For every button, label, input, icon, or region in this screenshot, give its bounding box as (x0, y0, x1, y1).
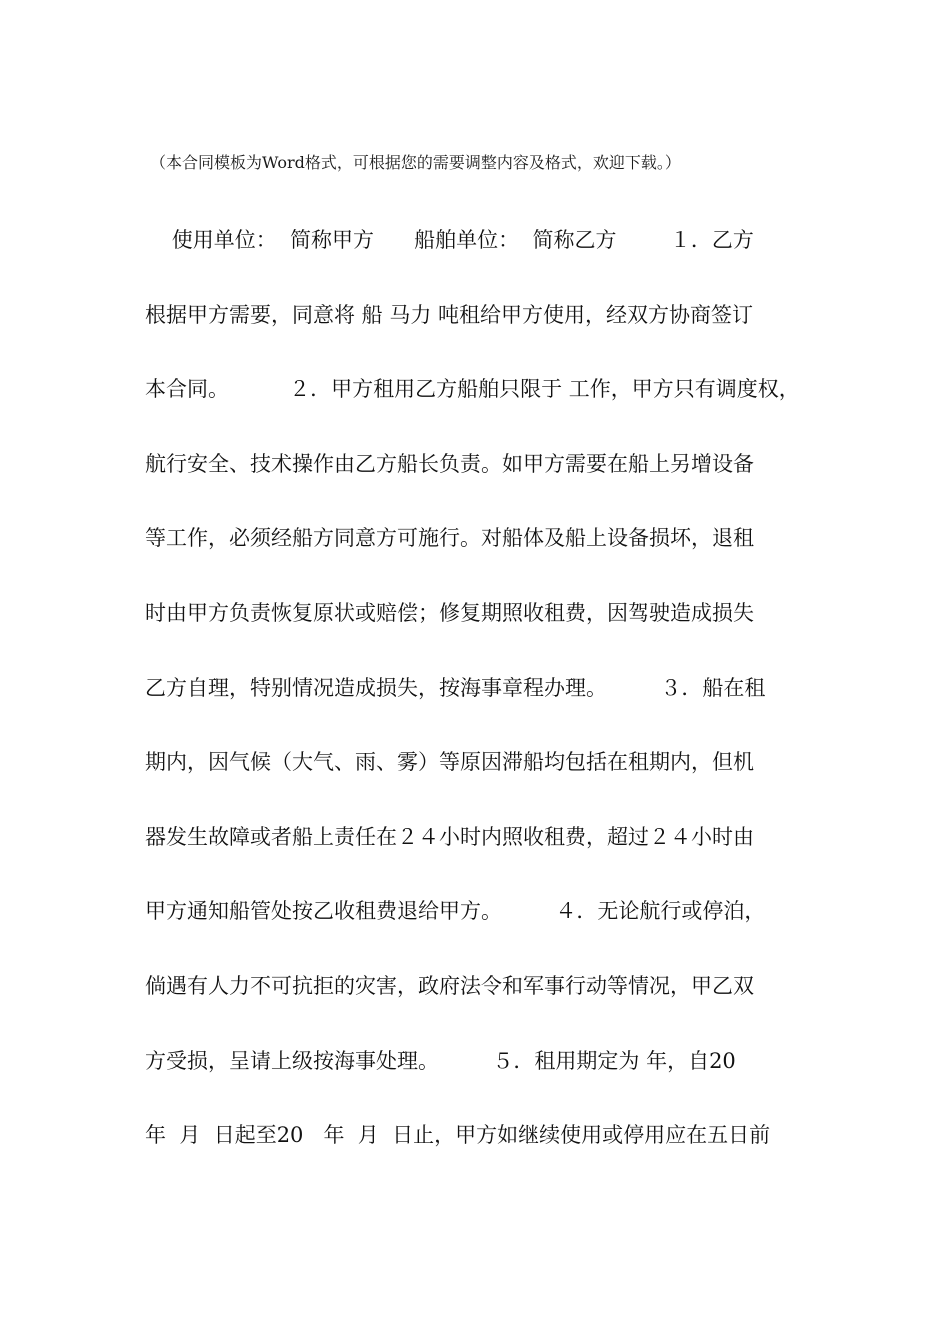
body-line-11: 倘遇有人力不可抗拒的灾害，政府法令和军事行动等情况，甲乙双 (145, 973, 754, 998)
body-line-2: 根据甲方需要，同意将 船 马力 吨租给甲方使用，经双方协商签订 (145, 302, 754, 327)
body-line-4: 航行安全、技术操作由乙方船长负责。如甲方需要在船上另增设备 (145, 451, 754, 476)
body-line-12: 方受损，呈请上级按海事处理。 ５．租用期定为 年，自20 (145, 1048, 736, 1073)
body-line-6: 时由甲方负责恢复原状或赔偿；修复期照收租费，因驾驶造成损失 (145, 600, 754, 625)
body-line-13: 年 月 日起至20 年 月 日止，甲方如继续使用或停用应在五日前 (145, 1123, 771, 1148)
body-line-8: 期内，因气候（大气、雨、雾）等原因滞船均包括在租期内，但机 (145, 750, 754, 775)
body-line-10: 甲方通知船管处按乙收租费退给甲方。 ４．无论航行或停泊， (145, 899, 766, 924)
body-line-7: 乙方自理，特别情况造成损失，按海事章程办理。 ３．船在租 (145, 675, 766, 700)
body-line-1: 使用单位： 简称甲方 船舶单位： 简称乙方 １．乙方 (145, 228, 754, 252)
body-line-5: 等工作，必须经船方同意方可施行。对船体及船上设备损坏，退租 (145, 526, 754, 551)
body-line-9: 器发生故障或者船上责任在２４小时内照收租费，超过２４小时由 (145, 824, 754, 849)
template-note: （本合同模板为Word格式，可根据您的需要调整内容及格式，欢迎下载。） (150, 153, 681, 172)
contract-body (145, 220, 825, 1190)
body-line-3: 本合同。 ２．甲方租用乙方船舶只限于 工作，甲方只有调度权， (145, 377, 800, 402)
